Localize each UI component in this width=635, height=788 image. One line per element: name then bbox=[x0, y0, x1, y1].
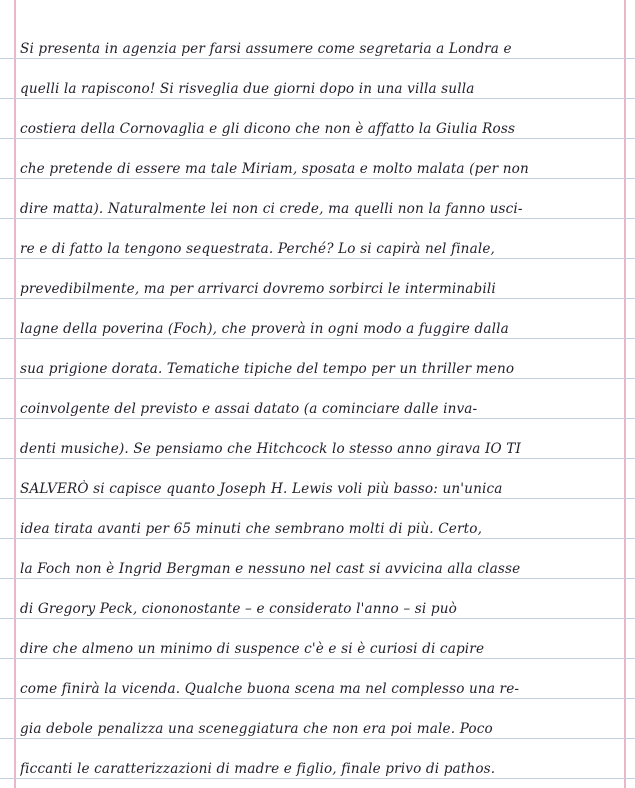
text-line: la Foch non è Ingrid Bergman e nessuno nel cast si avvicina alla classe bbox=[20, 561, 521, 577]
text-line: che pretende di essere ma tale Miriam, sposata e molto malata (per non bbox=[20, 161, 529, 177]
ruled-line bbox=[0, 458, 635, 459]
text-line: di Gregory Peck, ciononostante – e considerato l'anno – si può bbox=[20, 601, 457, 617]
right-margin-line bbox=[624, 0, 626, 788]
ruled-line bbox=[0, 218, 635, 219]
ruled-line bbox=[0, 778, 635, 779]
text-line: SALVERÒ si capisce quanto Joseph H. Lewis voli più basso: un'unica bbox=[20, 481, 503, 497]
text-line: quelli la rapiscono! Si risveglia due giorni dopo in una villa sulla bbox=[20, 81, 475, 97]
text-line: ficcanti le caratterizzazioni di madre e figlio, finale privo di pathos. bbox=[20, 761, 496, 777]
text-line: sua prigione dorata. Tematiche tipiche del tempo per un thriller meno bbox=[20, 361, 515, 377]
text-line: re e di fatto la tengono sequestrata. Perché? Lo si capirà nel finale, bbox=[20, 241, 496, 257]
text-line: dire matta). Naturalmente lei non ci crede, ma quelli non la fanno usci- bbox=[20, 201, 523, 217]
ruled-line bbox=[0, 498, 635, 499]
text-line: prevedibilmente, ma per arrivarci dovremo sorbirci le interminabili bbox=[20, 281, 496, 297]
text-line: coinvolgente del previsto e assai datato (a cominciare dalle inva- bbox=[20, 401, 478, 417]
ruled-line bbox=[0, 658, 635, 659]
text-line: idea tirata avanti per 65 minuti che sembrano molti di più. Certo, bbox=[20, 521, 483, 537]
ruled-line bbox=[0, 698, 635, 699]
text-line: dire che almeno un minimo di suspence c'è e si è curiosi di capire bbox=[20, 641, 485, 657]
ruled-line bbox=[0, 258, 635, 259]
ruled-line bbox=[0, 298, 635, 299]
ruled-line bbox=[0, 58, 635, 59]
text-line: gia debole penalizza una sceneggiatura che non era poi male. Poco bbox=[20, 721, 493, 737]
ruled-line bbox=[0, 338, 635, 339]
ruled-line bbox=[0, 578, 635, 579]
text-line: costiera della Cornovaglia e gli dicono che non è affatto la Giulia Ross bbox=[20, 121, 516, 137]
ruled-line bbox=[0, 418, 635, 419]
left-margin-line bbox=[14, 0, 16, 788]
ruled-line bbox=[0, 738, 635, 739]
text-line: come finirà la vicenda. Qualche buona scena ma nel complesso una re- bbox=[20, 681, 520, 697]
ruled-line bbox=[0, 538, 635, 539]
text-line: lagne della poverina (Foch), che proverà in ogni modo a fuggire dalla bbox=[20, 321, 509, 337]
ruled-line bbox=[0, 138, 635, 139]
ruled-line bbox=[0, 618, 635, 619]
ruled-line bbox=[0, 378, 635, 379]
text-line: Si presenta in agenzia per farsi assumere come segretaria a Londra e bbox=[20, 41, 512, 57]
ruled-line bbox=[0, 178, 635, 179]
ruled-line bbox=[0, 98, 635, 99]
text-line: denti musiche). Se pensiamo che Hitchcock lo stesso anno girava IO TI bbox=[20, 441, 521, 457]
